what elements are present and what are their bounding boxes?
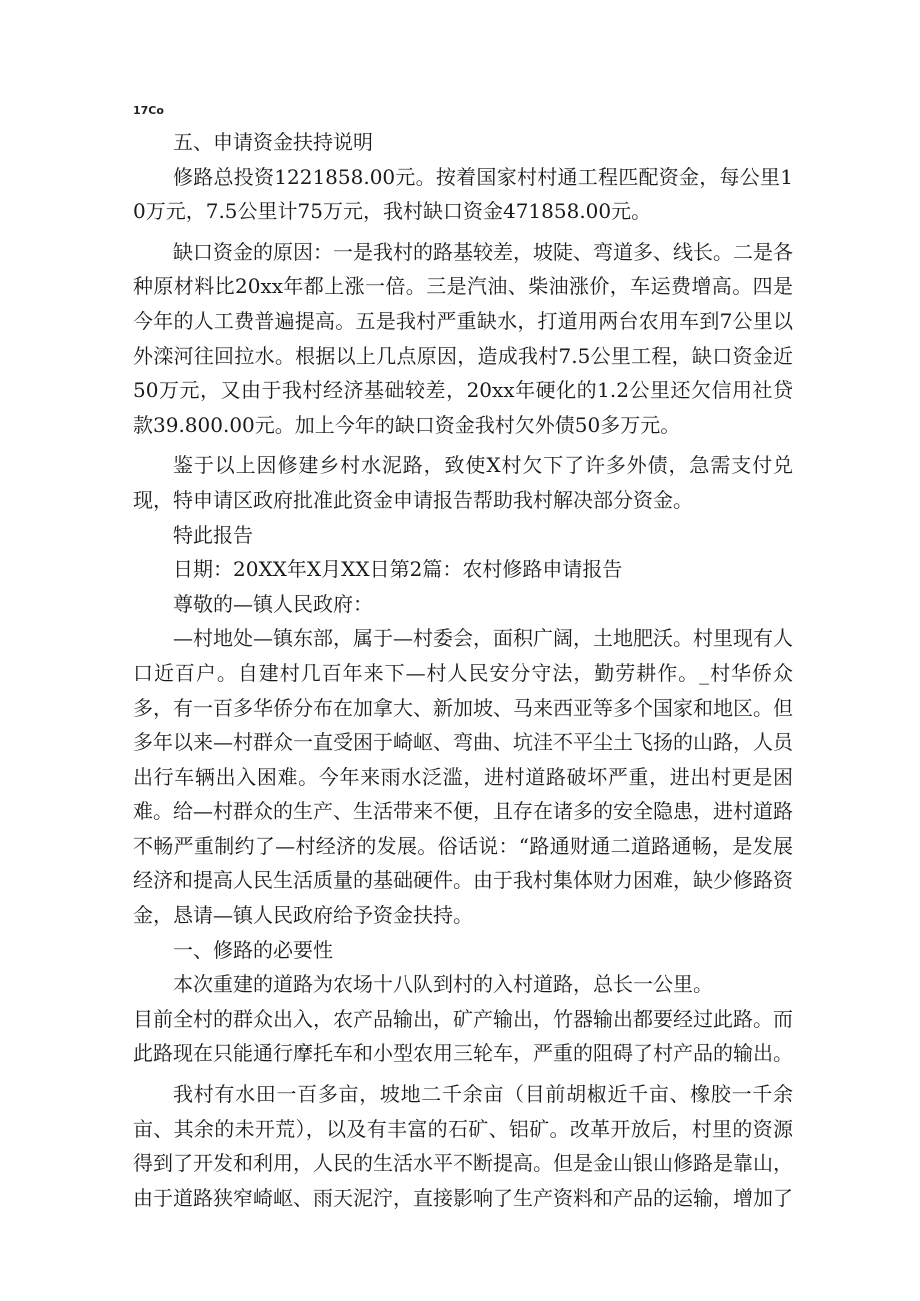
paragraph-road-usage: 目前全村的群众出入，农产品输出，矿产输出，竹器输出都要经过此路。而此路现在只能通行摩托车和小型农用三轮车，严重的阻碍了村产品的输出。 <box>133 1006 793 1066</box>
section-heading-funding: 五、申请资金扶持说明 <box>173 130 373 154</box>
paragraph-date-title: 日期：20XX年X月XX日第2篇：农村修路申请报告 <box>173 557 623 582</box>
section-heading-necessity: 一、修路的必要性 <box>173 937 333 962</box>
paragraph-report-closing: 特此报告 <box>173 522 253 547</box>
paragraph-road-description: 本次重建的道路为农场十八队到村的入村道路，总长一公里。 <box>173 972 713 997</box>
paragraph-village-intro: —村地处—镇东部，属于—村委会，面积广阔，土地肥沃。村里现有人口近百户。自建村几百年来下—村人民安分守法，勤劳耕作。_村华侨众多，有一百多华侨分布在加拿大、新加坡、马来西亚等多个国家和地区。但多年以来—村群众一直受困于崎岖、弯曲、坑洼不平尘土飞扬的山路，人员出行车辆出入困难。今年来雨水泛滥，进村道路破坏严重，进出村更是困难。给—村群众的生产、生活带来不便，且存在诸多的安全隐患，进村道路不畅严重制约了—村经济的发展。俗话说：“路通财通二道路通畅，是发展经济和提高人民生活质量的基础硬件。由于我村集体财力困难，缺少修路资金，恳请—镇人民政府给予资金扶持。 <box>133 626 793 928</box>
paragraph-village-resources: 我村有水田一百多亩，坡地二千余亩（目前胡椒近千亩、橡胶一千余亩、其余的未开荒），以及有丰富的石矿、铝矿。改革开放后，村里的资源得到了开发和利用，人民的生活水平不断提高。但是金山银山修路是靠山，由于道路狭窄崎岖、雨天泥泞，直接影响了生产资料和产品的运输，增加了 <box>133 1082 793 1210</box>
document-body <box>133 125 793 1215</box>
paragraph-request: 鉴于以上因修建乡村水泥路，致使X村欠下了许多外债，急需支付兑现，特申请区政府批准此资金申请报告帮助我村解决部分资金。 <box>133 453 793 512</box>
paragraph-investment: 修路总投资1221858.00元。按着国家村村通工程匹配资金，每公里10万元，7.5公里计75万元，我村缺口资金471858.00元。 <box>133 164 793 224</box>
paragraph-shortfall-reasons: 缺口资金的原因：一是我村的路基较差，坡陡、弯道多、线长。二是各种原材料比20xx年都上涨一倍。三是汽油、柴油涨价，车运费增高。四是今年的人工费普遍提高。五是我村严重缺水，打道用两台农用车到7公里以外滦河往回拉水。根据以上几点原因，造成我村7.5公里工程，缺口资金近50万元，又由于我村经济基础较差，20xx年硬化的1.2公里还欠信用社贷款39.800.00元。加上今年的缺口资金我村欠外债50多万元。 <box>133 239 793 437</box>
paragraph-salutation: 尊敬的—镇人民政府： <box>173 591 373 616</box>
page-label: 17Co <box>133 104 164 117</box>
